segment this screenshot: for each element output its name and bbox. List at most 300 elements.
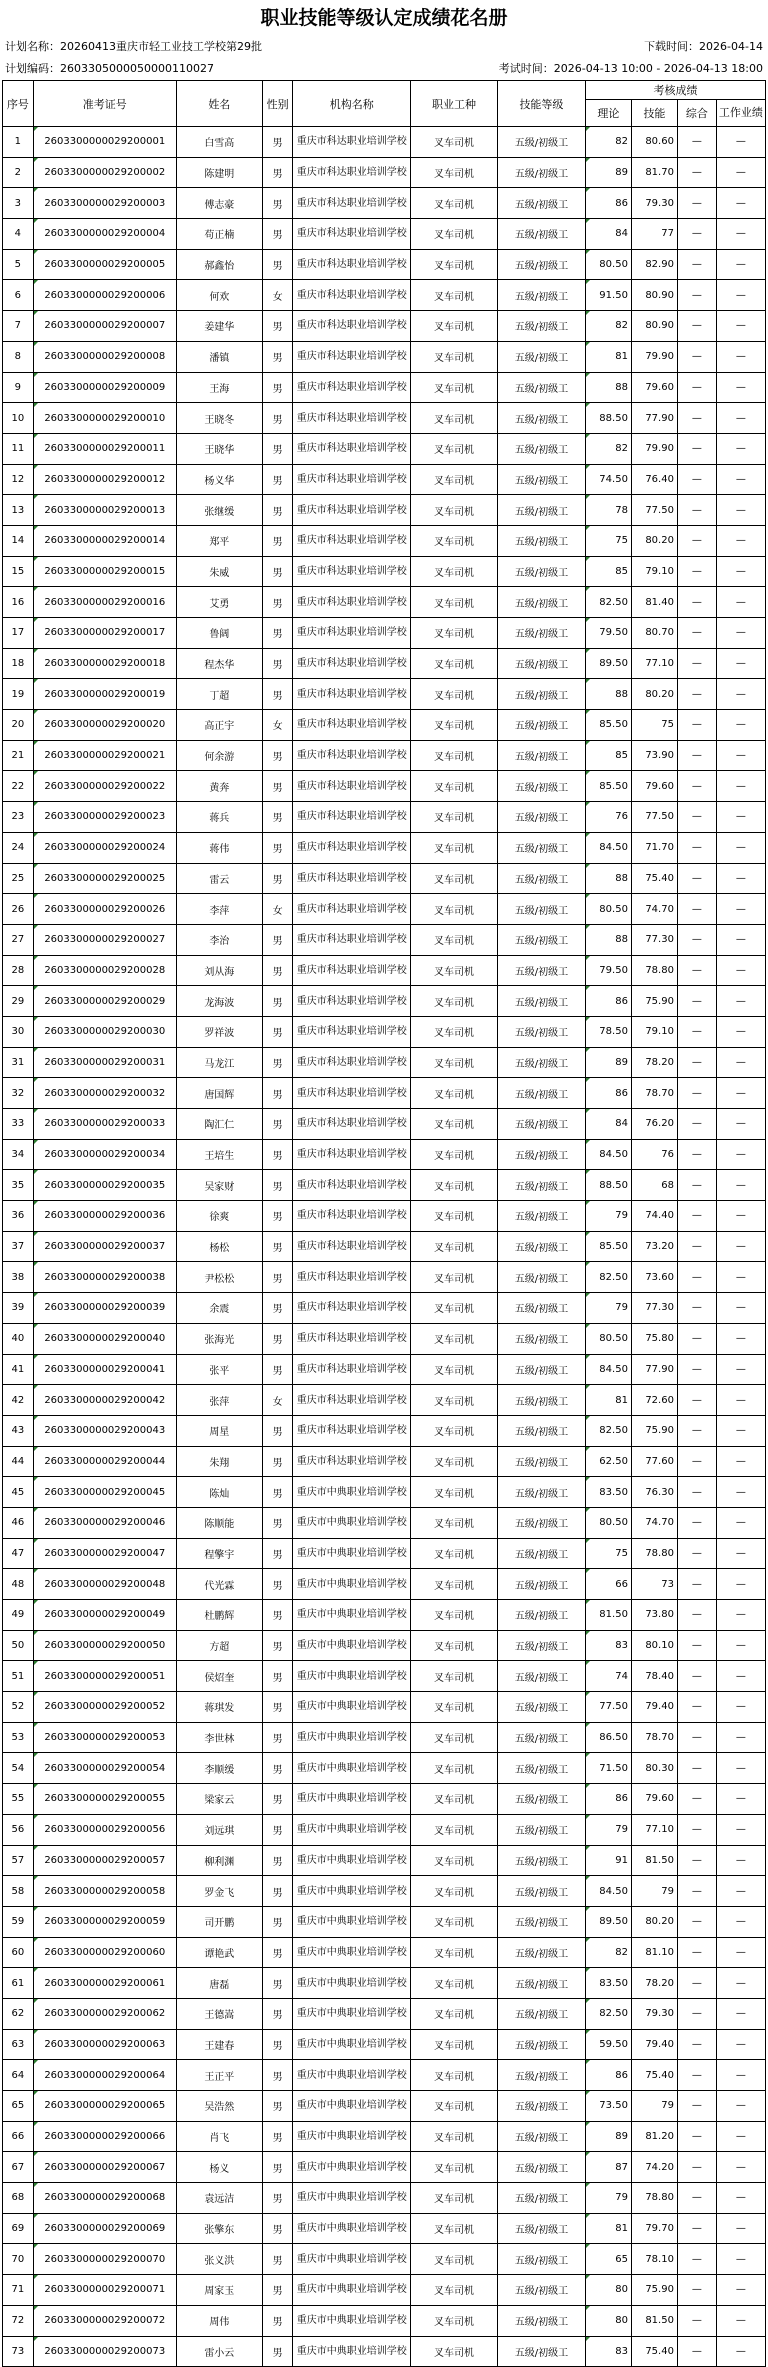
cell-level: 五级/初级工 bbox=[497, 249, 585, 280]
cell-level: 五级/初级工 bbox=[497, 1078, 585, 1109]
cell-level: 五级/初级工 bbox=[497, 832, 585, 863]
cell-org: 重庆市科达职业培训学校 bbox=[293, 464, 411, 495]
cell-name: 王建春 bbox=[176, 2029, 262, 2060]
cell-org: 重庆市科达职业培训学校 bbox=[293, 157, 411, 188]
cell-no: 62 bbox=[3, 1998, 34, 2029]
cell-work: — bbox=[716, 495, 765, 526]
cell-theory: 65 bbox=[585, 2244, 631, 2275]
cell-overall: — bbox=[677, 127, 716, 158]
cell-gender: 男 bbox=[262, 1323, 293, 1354]
cell-no: 29 bbox=[3, 986, 34, 1017]
cell-gender: 男 bbox=[262, 188, 293, 219]
cell-work: — bbox=[716, 464, 765, 495]
cell-gender: 男 bbox=[262, 464, 293, 495]
cell-org: 重庆市中典职业培训学校 bbox=[293, 2121, 411, 2152]
cell-org: 重庆市中典职业培训学校 bbox=[293, 1722, 411, 1753]
cell-work: — bbox=[716, 1692, 765, 1723]
cell-theory: 74 bbox=[585, 1661, 631, 1692]
cell-skill: 73.90 bbox=[631, 740, 677, 771]
cell-gender: 男 bbox=[262, 1109, 293, 1140]
cell-theory: 84 bbox=[585, 1109, 631, 1140]
table-row bbox=[3, 1937, 766, 1968]
cell-level: 五级/初级工 bbox=[497, 894, 585, 925]
cell-theory: 79 bbox=[585, 1814, 631, 1845]
cell-gender: 男 bbox=[262, 2029, 293, 2060]
cell-job: 叉车司机 bbox=[411, 1415, 498, 1446]
table-row bbox=[3, 403, 766, 434]
cell-overall: — bbox=[677, 1109, 716, 1140]
cell-job: 叉车司机 bbox=[411, 2121, 498, 2152]
cell-job: 叉车司机 bbox=[411, 1906, 498, 1937]
cell-skill: 80.90 bbox=[631, 311, 677, 342]
cell-skill: 74.20 bbox=[631, 2152, 677, 2183]
cell-overall: — bbox=[677, 648, 716, 679]
cell-work: — bbox=[716, 648, 765, 679]
cell-skill: 77.30 bbox=[631, 1293, 677, 1324]
cell-job: 叉车司机 bbox=[411, 1998, 498, 2029]
table-row bbox=[3, 1078, 766, 1109]
cell-job: 叉车司机 bbox=[411, 771, 498, 802]
cell-ticket: 2603300000029200044 bbox=[33, 1446, 176, 1477]
cell-name: 杨义华 bbox=[176, 464, 262, 495]
cell-skill: 71.70 bbox=[631, 832, 677, 863]
page-title: 职业技能等级认定成绩花名册 bbox=[260, 7, 508, 29]
cell-gender: 男 bbox=[262, 2305, 293, 2336]
cell-org: 重庆市科达职业培训学校 bbox=[293, 618, 411, 649]
cell-gender: 男 bbox=[262, 1937, 293, 1968]
cell-level: 五级/初级工 bbox=[497, 1784, 585, 1815]
cell-theory: 91.50 bbox=[585, 280, 631, 311]
cell-skill: 76.20 bbox=[631, 1109, 677, 1140]
cell-skill: 77.90 bbox=[631, 403, 677, 434]
cell-no: 66 bbox=[3, 2121, 34, 2152]
cell-skill: 79.70 bbox=[631, 2213, 677, 2244]
cell-org: 重庆市中典职业培训学校 bbox=[293, 1937, 411, 1968]
cell-overall: — bbox=[677, 1906, 716, 1937]
cell-org: 重庆市科达职业培训学校 bbox=[293, 1170, 411, 1201]
cell-job: 叉车司机 bbox=[411, 280, 498, 311]
cell-theory: 85.50 bbox=[585, 771, 631, 802]
cell-name: 周星 bbox=[176, 1415, 262, 1446]
table-row bbox=[3, 1016, 766, 1047]
cell-overall: — bbox=[677, 495, 716, 526]
cell-ticket: 2603300000029200043 bbox=[33, 1415, 176, 1446]
cell-level: 五级/初级工 bbox=[497, 1507, 585, 1538]
cell-overall: — bbox=[677, 1968, 716, 1999]
cell-gender: 男 bbox=[262, 1722, 293, 1753]
cell-theory: 86 bbox=[585, 188, 631, 219]
cell-skill: 78.40 bbox=[631, 1661, 677, 1692]
cell-job: 叉车司机 bbox=[411, 802, 498, 833]
cell-org: 重庆市科达职业培训学校 bbox=[293, 1016, 411, 1047]
cell-job: 叉车司机 bbox=[411, 1170, 498, 1201]
score-table bbox=[2, 80, 766, 2367]
cell-theory: 89 bbox=[585, 1047, 631, 1078]
header-skill: 技能 bbox=[631, 100, 677, 127]
cell-no: 27 bbox=[3, 924, 34, 955]
table-row bbox=[3, 1109, 766, 1140]
cell-no: 43 bbox=[3, 1415, 34, 1446]
cell-overall: — bbox=[677, 802, 716, 833]
cell-no: 8 bbox=[3, 341, 34, 372]
table-row bbox=[3, 1722, 766, 1753]
table-row bbox=[3, 219, 766, 250]
cell-job: 叉车司机 bbox=[411, 1692, 498, 1723]
cell-gender: 男 bbox=[262, 2121, 293, 2152]
cell-job: 叉车司机 bbox=[411, 618, 498, 649]
cell-gender: 男 bbox=[262, 740, 293, 771]
cell-job: 叉车司机 bbox=[411, 433, 498, 464]
cell-no: 60 bbox=[3, 1937, 34, 1968]
cell-work: — bbox=[716, 1845, 765, 1876]
header-work: 工作业绩 bbox=[716, 100, 765, 127]
cell-no: 57 bbox=[3, 1845, 34, 1876]
cell-skill: 68 bbox=[631, 1170, 677, 1201]
cell-gender: 男 bbox=[262, 2060, 293, 2091]
cell-no: 4 bbox=[3, 219, 34, 250]
cell-org: 重庆市科达职业培训学校 bbox=[293, 525, 411, 556]
cell-job: 叉车司机 bbox=[411, 986, 498, 1017]
cell-org: 重庆市中典职业培训学校 bbox=[293, 2275, 411, 2306]
cell-skill: 73.80 bbox=[631, 1600, 677, 1631]
cell-theory: 79 bbox=[585, 1293, 631, 1324]
cell-gender: 男 bbox=[262, 1016, 293, 1047]
cell-no: 26 bbox=[3, 894, 34, 925]
table-row bbox=[3, 1139, 766, 1170]
cell-skill: 80.10 bbox=[631, 1630, 677, 1661]
cell-name: 郑平 bbox=[176, 525, 262, 556]
cell-job: 叉车司机 bbox=[411, 1231, 498, 1262]
cell-ticket: 2603300000029200033 bbox=[33, 1109, 176, 1140]
cell-job: 叉车司机 bbox=[411, 1507, 498, 1538]
table-row bbox=[3, 464, 766, 495]
cell-skill: 73.20 bbox=[631, 1231, 677, 1262]
cell-theory: 84.50 bbox=[585, 1876, 631, 1907]
cell-name: 陈顺能 bbox=[176, 1507, 262, 1538]
cell-level: 五级/初级工 bbox=[497, 863, 585, 894]
cell-job: 叉车司机 bbox=[411, 403, 498, 434]
cell-theory: 83 bbox=[585, 2336, 631, 2367]
table-row bbox=[3, 1784, 766, 1815]
cell-no: 1 bbox=[3, 127, 34, 158]
cell-name: 侯炤奎 bbox=[176, 1661, 262, 1692]
cell-level: 五级/初级工 bbox=[497, 1016, 585, 1047]
cell-org: 重庆市科达职业培训学校 bbox=[293, 403, 411, 434]
cell-skill: 78.10 bbox=[631, 2244, 677, 2275]
cell-theory: 88 bbox=[585, 372, 631, 403]
cell-ticket: 2603300000029200054 bbox=[33, 1753, 176, 1784]
cell-skill: 79.40 bbox=[631, 1692, 677, 1723]
table-row bbox=[3, 1262, 766, 1293]
cell-overall: — bbox=[677, 2152, 716, 2183]
cell-theory: 82.50 bbox=[585, 1262, 631, 1293]
cell-level: 五级/初级工 bbox=[497, 648, 585, 679]
cell-work: — bbox=[716, 2152, 765, 2183]
cell-gender: 男 bbox=[262, 2091, 293, 2122]
cell-org: 重庆市科达职业培训学校 bbox=[293, 1262, 411, 1293]
cell-ticket: 2603300000029200051 bbox=[33, 1661, 176, 1692]
cell-theory: 88 bbox=[585, 924, 631, 955]
cell-gender: 男 bbox=[262, 679, 293, 710]
cell-job: 叉车司机 bbox=[411, 1600, 498, 1631]
table-row bbox=[3, 2060, 766, 2091]
cell-no: 56 bbox=[3, 1814, 34, 1845]
cell-gender: 男 bbox=[262, 372, 293, 403]
cell-level: 五级/初级工 bbox=[497, 1814, 585, 1845]
cell-org: 重庆市科达职业培训学校 bbox=[293, 648, 411, 679]
cell-no: 23 bbox=[3, 802, 34, 833]
cell-name: 陶汇仁 bbox=[176, 1109, 262, 1140]
cell-job: 叉车司机 bbox=[411, 955, 498, 986]
cell-no: 13 bbox=[3, 495, 34, 526]
table-row bbox=[3, 1507, 766, 1538]
cell-org: 重庆市中典职业培训学校 bbox=[293, 1876, 411, 1907]
cell-gender: 男 bbox=[262, 1661, 293, 1692]
cell-name: 李顺缓 bbox=[176, 1753, 262, 1784]
cell-name: 苟正楠 bbox=[176, 219, 262, 250]
cell-skill: 77.50 bbox=[631, 802, 677, 833]
cell-no: 49 bbox=[3, 1600, 34, 1631]
cell-theory: 80.50 bbox=[585, 1507, 631, 1538]
cell-job: 叉车司机 bbox=[411, 525, 498, 556]
cell-name: 黄奔 bbox=[176, 771, 262, 802]
cell-name: 尹松松 bbox=[176, 1262, 262, 1293]
cell-job: 叉车司机 bbox=[411, 679, 498, 710]
cell-theory: 74.50 bbox=[585, 464, 631, 495]
cell-theory: 78 bbox=[585, 495, 631, 526]
table-row bbox=[3, 1446, 766, 1477]
cell-overall: — bbox=[677, 1722, 716, 1753]
cell-gender: 女 bbox=[262, 710, 293, 741]
cell-org: 重庆市科达职业培训学校 bbox=[293, 679, 411, 710]
cell-level: 五级/初级工 bbox=[497, 1753, 585, 1784]
table-row bbox=[3, 1600, 766, 1631]
table-row bbox=[3, 679, 766, 710]
cell-skill: 80.70 bbox=[631, 618, 677, 649]
cell-name: 程杰华 bbox=[176, 648, 262, 679]
cell-work: — bbox=[716, 1323, 765, 1354]
cell-name: 罗祥波 bbox=[176, 1016, 262, 1047]
header-overall: 综合 bbox=[677, 100, 716, 127]
cell-gender: 男 bbox=[262, 1600, 293, 1631]
cell-org: 重庆市科达职业培训学校 bbox=[293, 1415, 411, 1446]
cell-overall: — bbox=[677, 710, 716, 741]
cell-ticket: 2603300000029200065 bbox=[33, 2091, 176, 2122]
cell-level: 五级/初级工 bbox=[497, 1661, 585, 1692]
cell-job: 叉车司机 bbox=[411, 157, 498, 188]
cell-gender: 男 bbox=[262, 587, 293, 618]
cell-gender: 男 bbox=[262, 1538, 293, 1569]
cell-ticket: 2603300000029200034 bbox=[33, 1139, 176, 1170]
cell-theory: 85 bbox=[585, 556, 631, 587]
cell-work: — bbox=[716, 2029, 765, 2060]
cell-no: 32 bbox=[3, 1078, 34, 1109]
cell-gender: 男 bbox=[262, 1231, 293, 1262]
cell-gender: 男 bbox=[262, 2152, 293, 2183]
cell-name: 陈建明 bbox=[176, 157, 262, 188]
cell-level: 五级/初级工 bbox=[497, 2029, 585, 2060]
cell-ticket: 2603300000029200067 bbox=[33, 2152, 176, 2183]
cell-skill: 74.40 bbox=[631, 1201, 677, 1232]
cell-level: 五级/初级工 bbox=[497, 2275, 585, 2306]
table-row bbox=[3, 2275, 766, 2306]
cell-job: 叉车司机 bbox=[411, 587, 498, 618]
cell-overall: — bbox=[677, 249, 716, 280]
cell-theory: 71.50 bbox=[585, 1753, 631, 1784]
cell-level: 五级/初级工 bbox=[497, 955, 585, 986]
cell-overall: — bbox=[677, 1139, 716, 1170]
cell-name: 司开鹏 bbox=[176, 1906, 262, 1937]
cell-overall: — bbox=[677, 1845, 716, 1876]
cell-overall: — bbox=[677, 1477, 716, 1508]
cell-job: 叉车司机 bbox=[411, 311, 498, 342]
cell-job: 叉车司机 bbox=[411, 495, 498, 526]
cell-skill: 80.20 bbox=[631, 1906, 677, 1937]
cell-overall: — bbox=[677, 1323, 716, 1354]
table-row bbox=[3, 710, 766, 741]
cell-gender: 女 bbox=[262, 1385, 293, 1416]
cell-org: 重庆市科达职业培训学校 bbox=[293, 986, 411, 1017]
cell-overall: — bbox=[677, 1692, 716, 1723]
cell-org: 重庆市中典职业培训学校 bbox=[293, 1998, 411, 2029]
cell-name: 傅志豪 bbox=[176, 188, 262, 219]
cell-no: 9 bbox=[3, 372, 34, 403]
cell-org: 重庆市科达职业培训学校 bbox=[293, 710, 411, 741]
cell-org: 重庆市科达职业培训学校 bbox=[293, 280, 411, 311]
cell-org: 重庆市中典职业培训学校 bbox=[293, 1692, 411, 1723]
cell-no: 46 bbox=[3, 1507, 34, 1538]
cell-org: 重庆市科达职业培训学校 bbox=[293, 802, 411, 833]
cell-theory: 88 bbox=[585, 863, 631, 894]
cell-skill: 79.10 bbox=[631, 556, 677, 587]
cell-work: — bbox=[716, 556, 765, 587]
cell-ticket: 2603300000029200003 bbox=[33, 188, 176, 219]
table-row bbox=[3, 1477, 766, 1508]
cell-overall: — bbox=[677, 1078, 716, 1109]
table-row bbox=[3, 2152, 766, 2183]
cell-level: 五级/初级工 bbox=[497, 1139, 585, 1170]
cell-theory: 89 bbox=[585, 157, 631, 188]
cell-work: — bbox=[716, 1722, 765, 1753]
cell-name: 周伟 bbox=[176, 2305, 262, 2336]
cell-no: 28 bbox=[3, 955, 34, 986]
cell-org: 重庆市科达职业培训学校 bbox=[293, 1231, 411, 1262]
cell-ticket: 2603300000029200004 bbox=[33, 219, 176, 250]
cell-name: 艾勇 bbox=[176, 587, 262, 618]
cell-level: 五级/初级工 bbox=[497, 2152, 585, 2183]
cell-skill: 80.30 bbox=[631, 1753, 677, 1784]
cell-org: 重庆市科达职业培训学校 bbox=[293, 955, 411, 986]
cell-skill: 80.60 bbox=[631, 127, 677, 158]
cell-org: 重庆市中典职业培训学校 bbox=[293, 1814, 411, 1845]
header-no: 序号 bbox=[3, 81, 34, 127]
cell-no: 21 bbox=[3, 740, 34, 771]
cell-job: 叉车司机 bbox=[411, 1047, 498, 1078]
cell-gender: 男 bbox=[262, 495, 293, 526]
cell-overall: — bbox=[677, 280, 716, 311]
cell-skill: 78.80 bbox=[631, 2183, 677, 2214]
cell-name: 张继缓 bbox=[176, 495, 262, 526]
cell-skill: 81.10 bbox=[631, 1937, 677, 1968]
cell-ticket: 2603300000029200028 bbox=[33, 955, 176, 986]
cell-skill: 79 bbox=[631, 1876, 677, 1907]
cell-org: 重庆市中典职业培训学校 bbox=[293, 1630, 411, 1661]
cell-theory: 82.50 bbox=[585, 587, 631, 618]
cell-work: — bbox=[716, 1047, 765, 1078]
cell-overall: — bbox=[677, 1814, 716, 1845]
cell-skill: 75.90 bbox=[631, 1415, 677, 1446]
cell-job: 叉车司机 bbox=[411, 1293, 498, 1324]
cell-theory: 89.50 bbox=[585, 1906, 631, 1937]
cell-no: 61 bbox=[3, 1968, 34, 1999]
cell-gender: 男 bbox=[262, 1753, 293, 1784]
cell-work: — bbox=[716, 280, 765, 311]
cell-skill: 79 bbox=[631, 2091, 677, 2122]
cell-level: 五级/初级工 bbox=[497, 464, 585, 495]
cell-level: 五级/初级工 bbox=[497, 1170, 585, 1201]
table-row bbox=[3, 2336, 766, 2367]
table-row bbox=[3, 2121, 766, 2152]
cell-no: 38 bbox=[3, 1262, 34, 1293]
cell-name: 朱威 bbox=[176, 556, 262, 587]
cell-no: 45 bbox=[3, 1477, 34, 1508]
cell-name: 肖飞 bbox=[176, 2121, 262, 2152]
cell-name: 周家玉 bbox=[176, 2275, 262, 2306]
cell-ticket: 2603300000029200006 bbox=[33, 280, 176, 311]
cell-work: — bbox=[716, 219, 765, 250]
cell-theory: 83.50 bbox=[585, 1477, 631, 1508]
cell-no: 5 bbox=[3, 249, 34, 280]
cell-overall: — bbox=[677, 1262, 716, 1293]
cell-name: 郝鑫怡 bbox=[176, 249, 262, 280]
cell-job: 叉车司机 bbox=[411, 2029, 498, 2060]
cell-name: 龙海波 bbox=[176, 986, 262, 1017]
cell-level: 五级/初级工 bbox=[497, 986, 585, 1017]
cell-org: 重庆市中典职业培训学校 bbox=[293, 1845, 411, 1876]
cell-work: — bbox=[716, 2275, 765, 2306]
meta-row-1 bbox=[2, 36, 766, 58]
cell-no: 33 bbox=[3, 1109, 34, 1140]
cell-overall: — bbox=[677, 986, 716, 1017]
cell-work: — bbox=[716, 1415, 765, 1446]
cell-skill: 81.40 bbox=[631, 587, 677, 618]
cell-org: 重庆市科达职业培训学校 bbox=[293, 1354, 411, 1385]
cell-ticket: 2603300000029200005 bbox=[33, 249, 176, 280]
cell-job: 叉车司机 bbox=[411, 1722, 498, 1753]
cell-level: 五级/初级工 bbox=[497, 1692, 585, 1723]
cell-overall: — bbox=[677, 2029, 716, 2060]
cell-ticket: 2603300000029200014 bbox=[33, 525, 176, 556]
cell-work: — bbox=[716, 2213, 765, 2244]
cell-name: 李治 bbox=[176, 924, 262, 955]
cell-level: 五级/初级工 bbox=[497, 1600, 585, 1631]
cell-ticket: 2603300000029200025 bbox=[33, 863, 176, 894]
cell-work: — bbox=[716, 955, 765, 986]
cell-overall: — bbox=[677, 587, 716, 618]
cell-name: 徐爽 bbox=[176, 1201, 262, 1232]
cell-overall: — bbox=[677, 2213, 716, 2244]
cell-ticket: 2603300000029200038 bbox=[33, 1262, 176, 1293]
cell-skill: 78.70 bbox=[631, 1722, 677, 1753]
cell-no: 12 bbox=[3, 464, 34, 495]
table-row bbox=[3, 1692, 766, 1723]
cell-skill: 79.60 bbox=[631, 771, 677, 802]
table-row bbox=[3, 1385, 766, 1416]
cell-work: — bbox=[716, 863, 765, 894]
cell-theory: 91 bbox=[585, 1845, 631, 1876]
cell-no: 48 bbox=[3, 1569, 34, 1600]
cell-level: 五级/初级工 bbox=[497, 372, 585, 403]
